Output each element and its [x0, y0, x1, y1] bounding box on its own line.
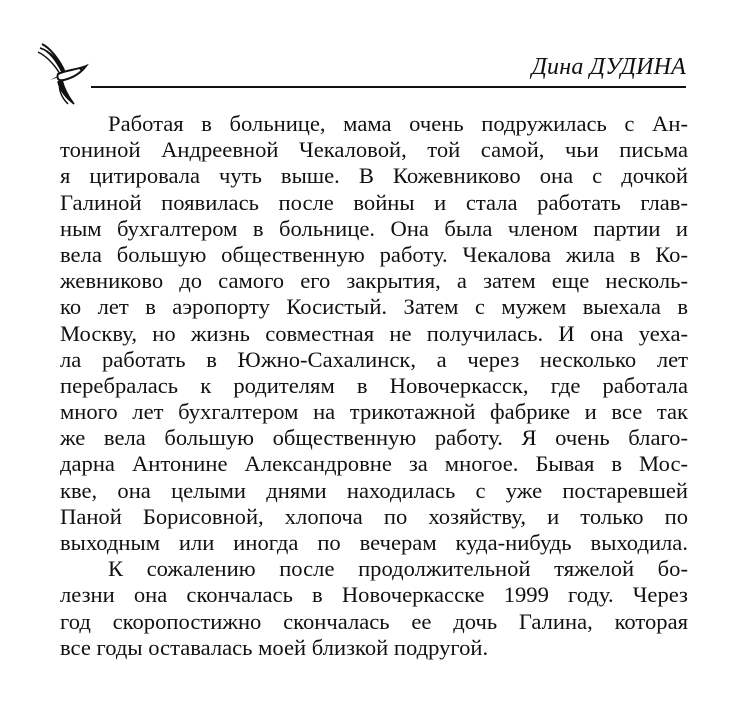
text-line: дарна Антонине Александровне за многое. Бывая в Мос- [60, 451, 688, 477]
text-line: ным бухгалтером в больнице. Она была членом партии и [60, 215, 688, 241]
paragraph-2 [60, 556, 688, 661]
text-line: жевниково до самого его закрытия, а затем еще несколь- [60, 268, 688, 294]
text-line: все годы оставалась моей близкой подругой. [60, 634, 489, 660]
text-line: я цитировала чуть выше. В Кожевниково она с дочкой [60, 163, 688, 189]
text-line: год скоропостижно скончалась ее дочь Галина, которая [60, 608, 688, 634]
text-line: много лет бухгалтером на трикотажной фабрике и все так [60, 399, 688, 425]
text-line: тониной Андреевной Чекаловой, той самой, чьи письма [60, 137, 688, 163]
text-line: вела большую общественную работу. Чекалова жила в Ко- [60, 241, 688, 267]
paragraph-1 [60, 111, 688, 556]
text-line: К сожалению после продолжительной тяжелой бо- [108, 556, 688, 582]
article-body [60, 111, 688, 661]
text-line: Работая в больнице, мама очень подружилась с Ан- [108, 111, 688, 136]
text-line: Паной Борисовной, хлопоча по хозяйству, и только по [60, 503, 688, 529]
text-line: Галиной появилась после войны и стала работать глав- [60, 189, 688, 215]
text-line: кве, она целыми днями находилась с уже постаревшей [60, 477, 688, 503]
text-line: перебралась к родителям в Новочеркасск, где работала [60, 372, 688, 398]
text-line: ко лет в аэропорту Косистый. Затем с мужем выехала в [60, 294, 688, 320]
page-header [36, 40, 686, 110]
seagull-icon [36, 40, 90, 106]
author-name: Дина ДУДИНА [531, 54, 686, 80]
text-line: лезни она скончалась в Новочеркасске 1999 году. Через [60, 582, 688, 608]
text-line: же вела большую общественную работу. Я очень благо- [60, 425, 688, 451]
text-line: выходным или иногда по вечерам куда-нибудь выходила. [60, 530, 688, 555]
text-line: Москву, но жизнь совместная не получилась. И она уеха- [60, 320, 688, 346]
text-line: ла работать в Южно-Сахалинск, а через несколько лет [60, 346, 688, 372]
header-rule [91, 86, 686, 88]
